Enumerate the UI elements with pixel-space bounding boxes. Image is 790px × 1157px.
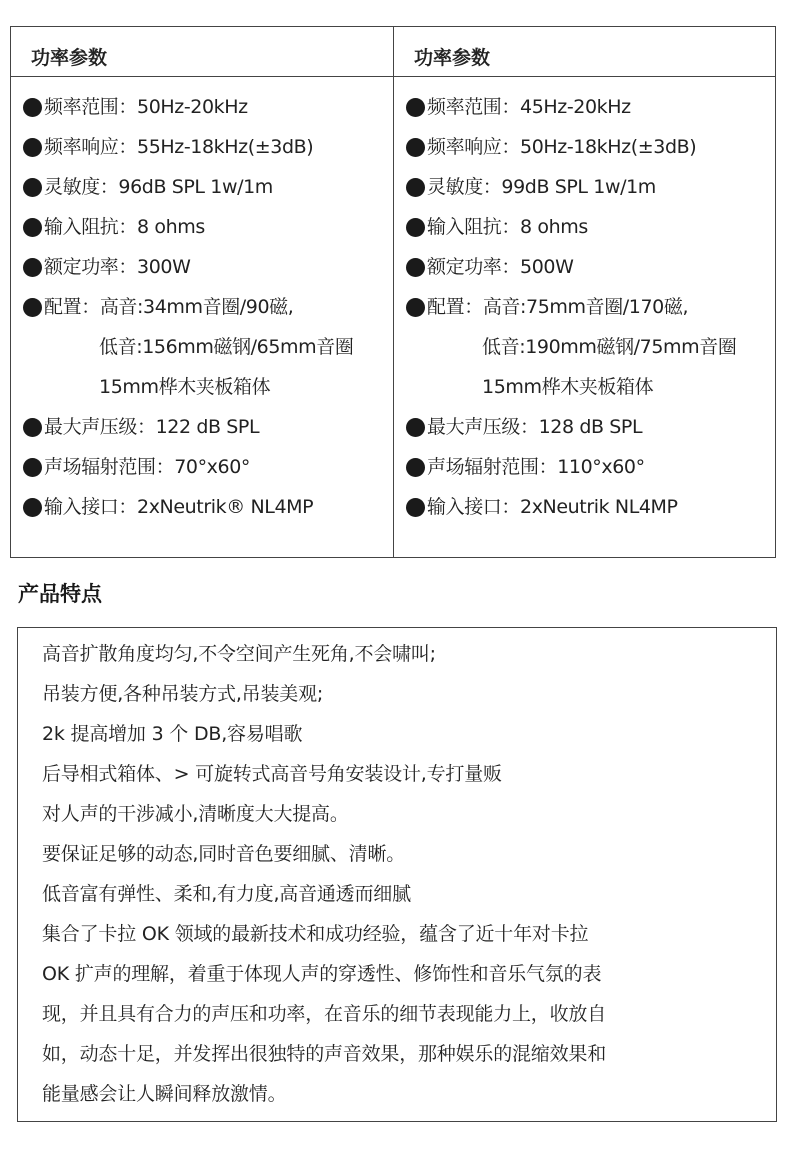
spec-column-right (394, 27, 775, 557)
feature-line: 吊装方便,各种吊装方式,吊装美观; (42, 683, 324, 705)
spec-row (406, 287, 775, 327)
spec-label: 灵敏度： (44, 176, 119, 198)
feature-line: 高音扩散角度均匀,不令空间产生死角,不会啸叫; (42, 643, 436, 665)
spec-row (23, 87, 393, 127)
spec-row (406, 207, 775, 247)
spec-value: 低音:190mm磁钢/75mm音圈 (482, 336, 737, 358)
spec-value: 55Hz-18kHz(±3dB) (137, 136, 314, 158)
spec-row (23, 247, 393, 287)
spec-row (406, 447, 775, 487)
spec-row (406, 487, 775, 527)
spec-value: 2xNeutrik NL4MP (520, 496, 678, 518)
feature-line: 如，动态十足，并发挥出很独特的声音效果，那种娱乐的混缩效果和 (42, 1043, 607, 1065)
spec-label: 灵敏度： (427, 176, 502, 198)
spec-row (23, 407, 393, 447)
bullet-dot-icon (406, 458, 425, 477)
spec-label: 配置： (44, 296, 100, 318)
spec-value: 50Hz-18kHz(±3dB) (520, 136, 697, 158)
bullet-dot-icon (406, 178, 425, 197)
spec-value: 96dB SPL 1w/1m (118, 176, 273, 198)
spec-row (406, 167, 775, 207)
bullet-dot-icon (23, 418, 42, 437)
feature-line: 能量感会让人瞬间释放激情。 (42, 1083, 287, 1105)
spec-label: 输入接口： (427, 496, 521, 518)
spec-value: 300W (137, 256, 191, 278)
feature-line: 2k 提高增加 3 个 DB,容易唱歌 (42, 723, 303, 745)
spec-value: 低音:156mm磁钢/65mm音圈 (99, 336, 354, 358)
spec-value: 2xNeutrik® NL4MP (137, 496, 314, 518)
bullet-dot-icon (23, 258, 42, 277)
spec-row (406, 87, 775, 127)
bullet-dot-icon (23, 178, 42, 197)
spec-value: 110°x60° (557, 456, 645, 478)
spec-label: 输入接口： (44, 496, 138, 518)
spec-list-left (23, 87, 393, 527)
spec-heading-right: 功率参数 (394, 27, 775, 77)
spec-value: 15mm桦木夹板箱体 (99, 376, 271, 398)
spec-value: 99dB SPL 1w/1m (501, 176, 656, 198)
spec-row (23, 287, 393, 327)
spec-label: 输入阻抗： (44, 216, 138, 238)
bullet-dot-icon (406, 98, 425, 117)
spec-value: 高音:34mm音圈/90磁, (99, 296, 294, 318)
bullet-dot-icon (23, 458, 42, 477)
feature-line: OK 扩声的理解，着重于体现人声的穿透性、修饰性和音乐气氛的表 (42, 963, 602, 985)
spec-label: 额定功率： (427, 256, 521, 278)
spec-label: 频率响应： (427, 136, 521, 158)
features-title: 产品特点 (18, 582, 102, 606)
spec-value: 15mm桦木夹板箱体 (482, 376, 654, 398)
bullet-dot-icon (406, 498, 425, 517)
spec-label: 最大声压级： (427, 416, 539, 438)
spec-row-continuation (406, 327, 775, 367)
spec-label: 最大声压级： (44, 416, 156, 438)
feature-line: 要保证足够的动态,同时音色要细腻、清晰。 (42, 843, 406, 865)
spec-row (23, 487, 393, 527)
feature-line: 后导相式箱体、> 可旋转式高音号角安装设计,专打量贩 (42, 763, 502, 785)
feature-list (42, 634, 756, 1114)
spec-row (23, 127, 393, 167)
bullet-dot-icon (23, 498, 42, 517)
spec-list-right (406, 87, 775, 527)
features-box (17, 627, 777, 1122)
bullet-dot-icon (406, 218, 425, 237)
spec-value: 8 ohms (137, 216, 205, 238)
spec-label: 配置： (427, 296, 483, 318)
feature-line: 集合了卡拉 OK 领域的最新技术和成功经验，蕴含了近十年对卡拉 (42, 923, 589, 945)
spec-label: 输入阻抗： (427, 216, 521, 238)
spec-value: 128 dB SPL (538, 416, 643, 438)
spec-row (406, 127, 775, 167)
bullet-dot-icon (23, 138, 42, 157)
spec-value: 8 ohms (520, 216, 588, 238)
spec-value: 500W (520, 256, 574, 278)
spec-value: 高音:75mm音圈/170磁, (482, 296, 689, 318)
spec-label: 频率范围： (427, 96, 521, 118)
spec-table (10, 26, 776, 558)
bullet-dot-icon (23, 298, 42, 317)
spec-heading-left: 功率参数 (11, 27, 393, 77)
feature-line: 对人声的干涉减小,清晰度大大提高。 (42, 803, 349, 825)
feature-line: 现，并且具有合力的声压和功率，在音乐的细节表现能力上，收放自 (42, 1003, 607, 1025)
bullet-dot-icon (406, 298, 425, 317)
spec-row (406, 247, 775, 287)
spec-value: 70°x60° (174, 456, 251, 478)
feature-line: 低音富有弹性、柔和,有力度,高音通透而细腻 (42, 883, 411, 905)
spec-row-continuation (406, 367, 775, 407)
bullet-dot-icon (23, 98, 42, 117)
spec-row (23, 207, 393, 247)
spec-column-left (11, 27, 394, 557)
spec-value: 45Hz-20kHz (520, 96, 631, 118)
spec-row (406, 407, 775, 447)
spec-row-continuation (23, 367, 393, 407)
bullet-dot-icon (406, 418, 425, 437)
bullet-dot-icon (23, 218, 42, 237)
spec-row-continuation (23, 327, 393, 367)
spec-label: 频率范围： (44, 96, 138, 118)
spec-value: 122 dB SPL (155, 416, 260, 438)
spec-label: 频率响应： (44, 136, 138, 158)
spec-label: 声场辐射范围： (427, 456, 558, 478)
spec-row (23, 447, 393, 487)
bullet-dot-icon (406, 258, 425, 277)
bullet-dot-icon (406, 138, 425, 157)
spec-value: 50Hz-20kHz (137, 96, 248, 118)
spec-row (23, 167, 393, 207)
spec-label: 额定功率： (44, 256, 138, 278)
spec-label: 声场辐射范围： (44, 456, 175, 478)
